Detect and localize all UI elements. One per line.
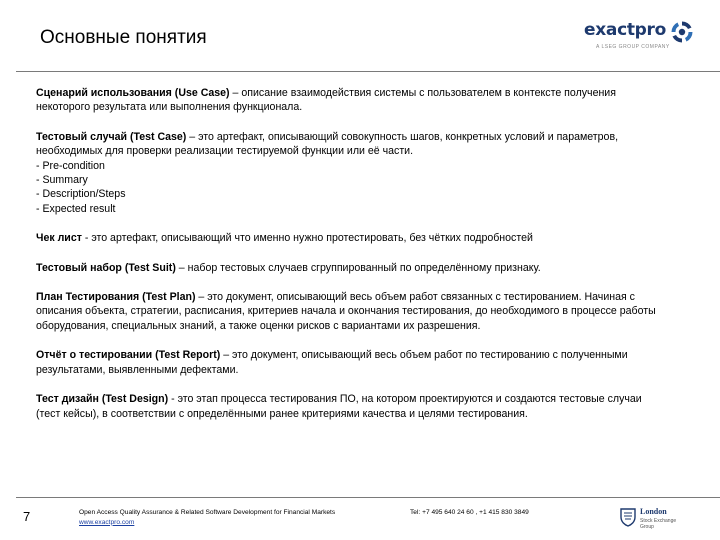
exactpro-swirl-icon <box>670 20 694 44</box>
lse-subtitle: Stock Exchange Group <box>640 518 677 530</box>
definition-test-suit <box>36 261 666 275</box>
definition-text: - это артефакт, описывающий что именно нужно протестировать, без чётких подробностей <box>81 232 533 245</box>
footer-phone: Tel: +7 495 640 24 60 , +1 415 830 3849 <box>410 509 529 516</box>
page-title: Основные понятия <box>40 27 207 48</box>
definition-term: Тестовый набор (Test Suit) <box>36 261 176 274</box>
test-case-field: - Summary <box>36 174 88 187</box>
definition-text: – описание взаимодействия системы с пользователем в контексте получения некоторого результата или выполнения функционала. <box>36 87 616 114</box>
definition-text: – это артефакт, описывающий совокупность шагов, конкретных условий и параметров, необходимых для проверки реализации тестируемой функции или её части. <box>36 130 619 158</box>
definition-term: Отчёт о тестировании (Test Report) <box>36 349 221 362</box>
footer-company-line: Open Access Quality Assurance & Related Software Development for Financial Markets <box>79 509 336 516</box>
test-case-field: - Pre-condition <box>36 159 105 172</box>
definition-test-design <box>36 392 666 421</box>
definition-test-plan <box>36 290 666 333</box>
definition-text: – это документ, описывающий весь объем работ связанных с тестированием. Начиная с описания объекта, стратегии, расписания, критериев начала и окончания тестирования, до необходимого в процессе работы оборудования, специальных знаний, а также оценки рисков с вариантами их разрешения. <box>36 291 656 332</box>
definition-term: Сценарий использования (Use Case) <box>36 87 230 99</box>
definition-text: – это документ, описывающий весь объем работ по тестированию с полученными результатами, выявленными дефектами. <box>36 349 628 376</box>
footer-divider <box>16 497 720 498</box>
definition-text: - это этап процесса тестирования ПО, на котором проектируются и создаются тестовые случаи (тест кейсы), в соответствии с определёнными ранее критериями качества и целями тестирования. <box>36 393 642 420</box>
definition-term: План Тестирования (Test Plan) <box>36 291 196 304</box>
logo-tagline: A LSEG GROUP COMPANY <box>596 44 670 50</box>
definition-test-case <box>36 130 666 216</box>
lse-title: London <box>640 507 667 516</box>
page-number: 7 <box>23 509 31 524</box>
crest-icon <box>619 507 637 527</box>
definition-term: Тестовый случай (Test Case) <box>36 130 187 143</box>
test-case-field: - Expected result <box>36 202 116 215</box>
lse-logo <box>619 505 689 531</box>
test-case-field: - Description/Steps <box>36 188 126 201</box>
website-link[interactable]: www.exactpro.com <box>79 518 135 526</box>
definition-text: – набор тестовых случаев сгруппированный по определённому признаку. <box>175 261 541 274</box>
definitions-list <box>36 86 666 436</box>
definition-use-case <box>36 86 666 115</box>
logo-wordmark: exactpro <box>584 20 667 40</box>
definition-checklist <box>36 231 666 245</box>
header-divider <box>16 71 720 72</box>
definition-term: Чек лист <box>36 232 82 245</box>
footer-company-info <box>79 508 335 527</box>
exactpro-logo <box>584 20 694 52</box>
definition-term: Тест дизайн (Test Design) <box>36 393 169 406</box>
definition-test-report <box>36 348 666 377</box>
